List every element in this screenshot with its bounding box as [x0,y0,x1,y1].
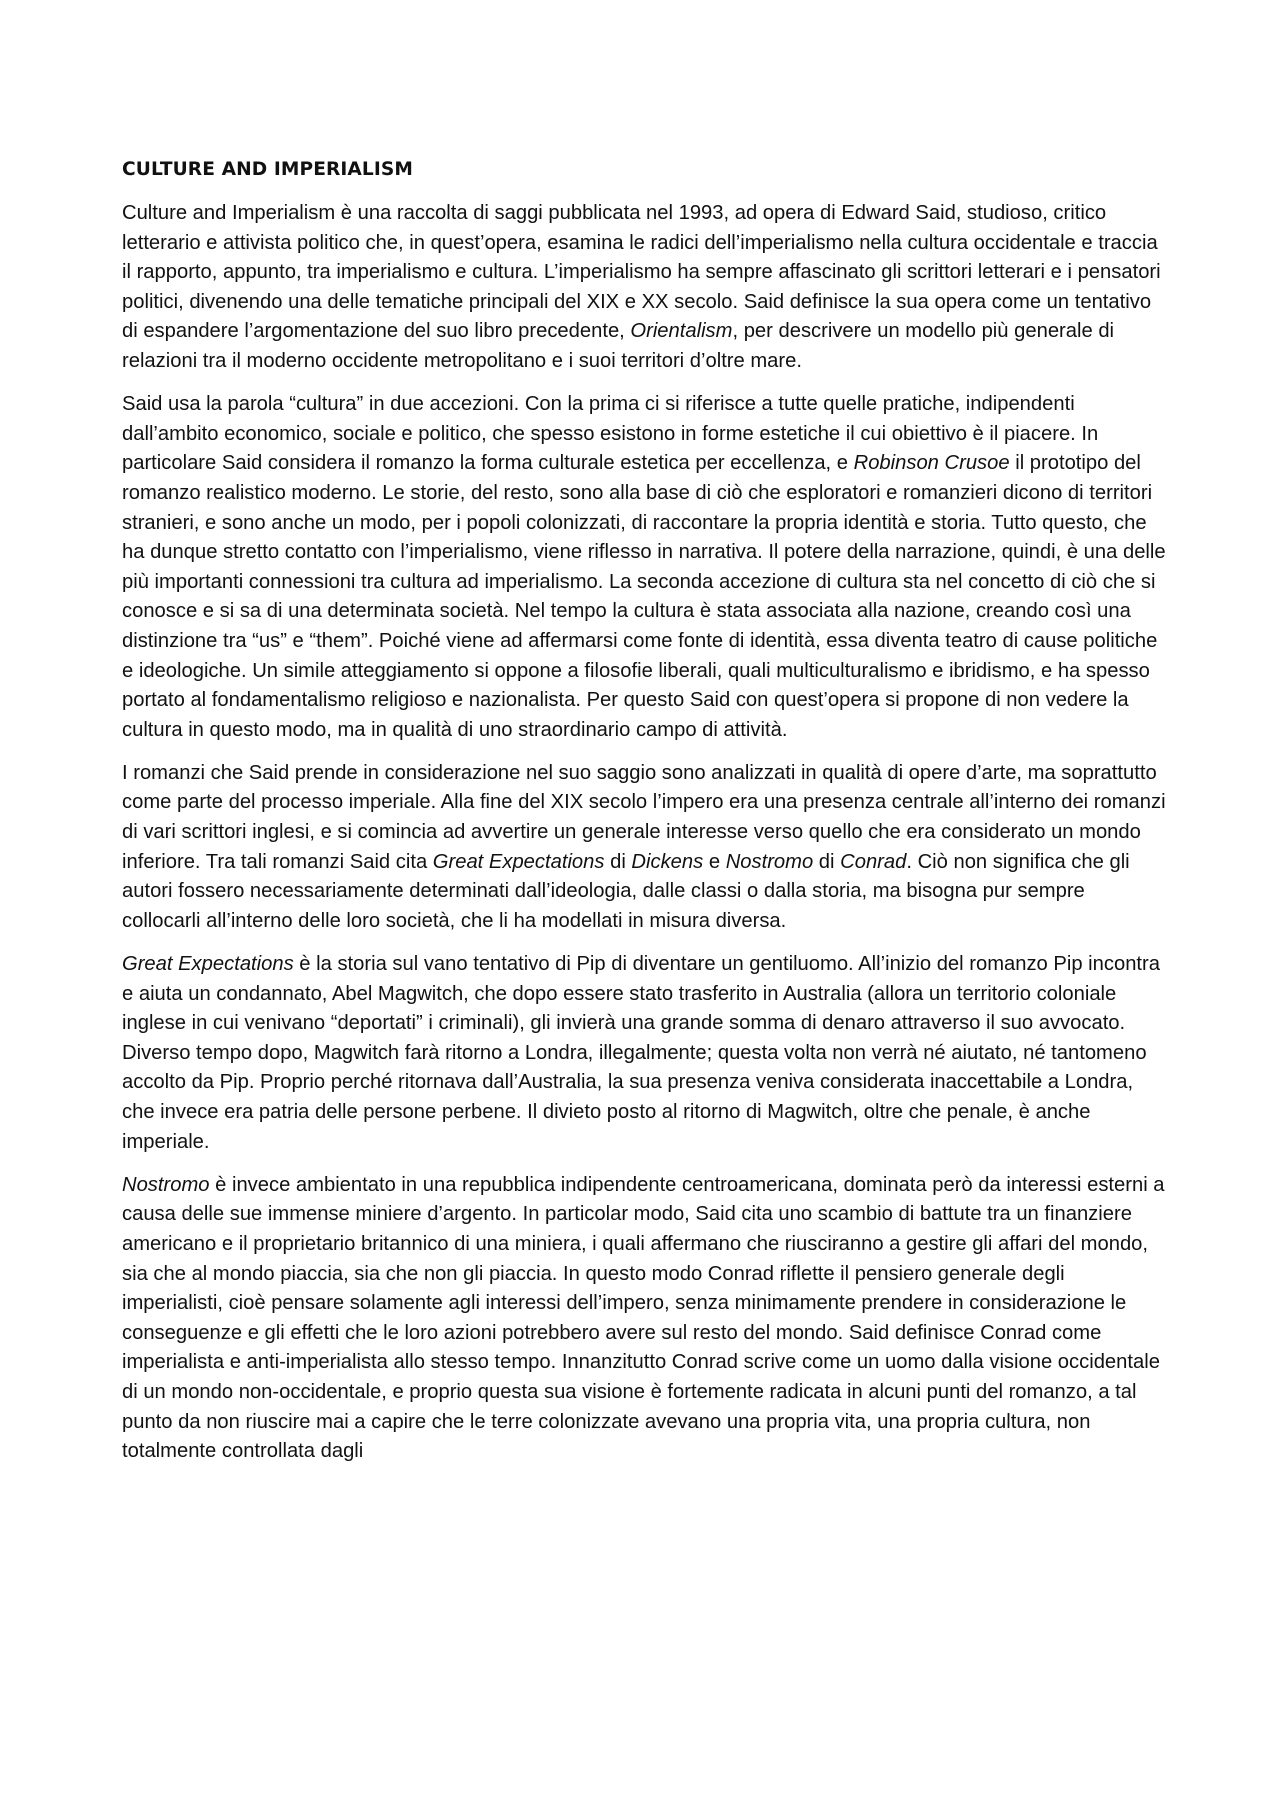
italic-text: Conrad [840,850,907,873]
text-run: è la storia sul vano tentativo di Pip di diventare un gentiluomo. All’inizio del romanzo Pip incontra e aiuta un condannato, Abel Magwitch, che dopo essere stato trasferito in Australia (allora un territorio coloniale inglese in cui venivano “deportati” i criminali), gli invierà una grande somma di denaro attraverso il suo avvocato. Diverso tempo dopo, Magwitch farà ritorno a Londra, illegalmente; questa volta non verrà né aiutato, né tantomeno accolto da Pip. Proprio perché ritornava dall’Australia, la sua presenza veniva considerata inaccettabile a Londra, che invece era patria delle persone perbene. Il divieto posto al ritorno di Magwitch, oltre che penale, è anche imperiale. [122,953,1160,1153]
document-title: CULTURE AND IMPERIALISM [122,159,413,180]
text-run: di [604,850,632,873]
text-run: , per descrivere un modello più generale di relazioni tra il moderno occidente metropolitano e i suoi territori d’oltre mare. [122,320,1115,372]
text-run: di [813,850,841,873]
document-page [122,156,1167,1480]
text-run: è invece ambientato in una repubblica indipendente centroamericana, dominata però da interessi esterni a causa delle sue immense miniere d’argento. In particolar modo, Said cita uno scambio di battute tra un finanziere americano e il proprietario britannico di una miniera, i quali affermano che riusciranno a gestire gli affari del mondo, sia che al mondo piaccia, sia che non gli piaccia. In questo modo Conrad riflette il pensiero generale degli imperialisti, cioè pensare solamente agli interessi dell’impero, senza minimamente prendere in considerazione le conseguenze e gli effetti che le loro azioni potrebbero avere sul resto del mondo. Said definisce Conrad come imperialista e anti-imperialista allo stesso tempo. Innanzitutto Conrad scrive come un uomo dalla visione occidentale di un mondo non-occidentale, e proprio questa sua visione è fortemente radicata in alcuni punti del romanzo, a tal punto da non riuscire mai a capire che le terre colonizzate avevano una propria vita, una propria cultura, non totalmente controllata dagli [122,1173,1165,1463]
text-run: . Ciò non significa che gli autori fossero necessariamente determinati dall’ideologia, dalle classi o dalla storia, ma bisogna pur sempre collocarli all’interno delle loro società, che li ha modellati in misura diversa. [122,850,1130,932]
italic-text: Nostromo [725,850,814,873]
text-run: il prototipo del romanzo realistico moderno. Le storie, del resto, sono alla base di ciò che esploratori e romanzieri dicono di territori stranieri, e sono anche un modo, per i popoli colonizzati, di raccontare la propria identità e storia. Tutto questo, che ha dunque stretto contatto con l’imperialismo, viene riflesso in narrativa. Il potere della narrazione, quindi, è una delle più importanti connessioni tra cultura ad imperialismo. La seconda accezione di cultura sta nel concetto di ciò che si conosce e si sa di una determinata società. Nel tempo la cultura è stata associata alla nazione, creando così una distinzione tra “us” e “them”. Poiché viene ad affermarsi come fonte di identità, essa diventa teatro di cause politiche e ideologiche. Un simile atteggiamento si oppone a filosofie liberali, quali multiculturalismo e ibridismo, e ha spesso portato al fondamentalismo religioso e nazionalista. Per questo Said con quest’opera si propone di non vedere la cultura in questo modo, ma in qualità di uno straordinario campo di attività. [122,452,1166,741]
text-run: Culture and Imperialism è una raccolta di saggi pubblicata nel 1993, ad opera di Edward Said, studioso, critico letterario e attivista politico che, in quest’opera, esamina le radici dell’imperialismo nella cultura occidentale e traccia il rapporto, appunto, tra imperialismo e cultura. L’imperialismo ha sempre affascinato gli scrittori letterari e i pensatori politici, divenendo una delle tematiche principali del XIX e XX secolo. Said definisce la sua opera come un tentativo di espandere l’argomentazione del suo libro precedente, [122,202,1161,343]
italic-text: Great Expectations [432,850,605,873]
paragraph [122,759,1167,937]
italic-text: Orientalism [630,320,733,343]
document-body [122,199,1167,1467]
paragraph [122,950,1167,1157]
italic-text: Dickens [631,850,704,873]
text-run: I romanzi che Said prende in considerazione nel suo saggio sono analizzati in qualità di opere d’arte, ma soprattutto come parte del processo imperiale. Alla fine del XIX secolo l’impero era una presenza centrale all’interno dei romanzi di vari scrittori inglesi, e si comincia ad avvertire un generale interesse verso quello che era considerato un mondo inferiore. Tra tali romanzi Said cita [122,761,1166,873]
italic-text: Robinson Crusoe [853,452,1010,475]
italic-text: Nostromo [122,1173,210,1196]
paragraph [122,199,1167,377]
paragraph [122,1171,1167,1467]
italic-text: Great Expectations [122,953,294,976]
text-run: e [703,850,726,873]
paragraph [122,390,1167,745]
text-run: Said usa la parola “cultura” in due accezioni. Con la prima ci si riferisce a tutte quelle pratiche, indipendenti dall’ambito economico, sociale e politico, che spesso esistono in forme estetiche il cui obiettivo è il piacere. In particolare Said considera il romanzo la forma culturale estetica per eccellenza, e [122,393,1099,475]
